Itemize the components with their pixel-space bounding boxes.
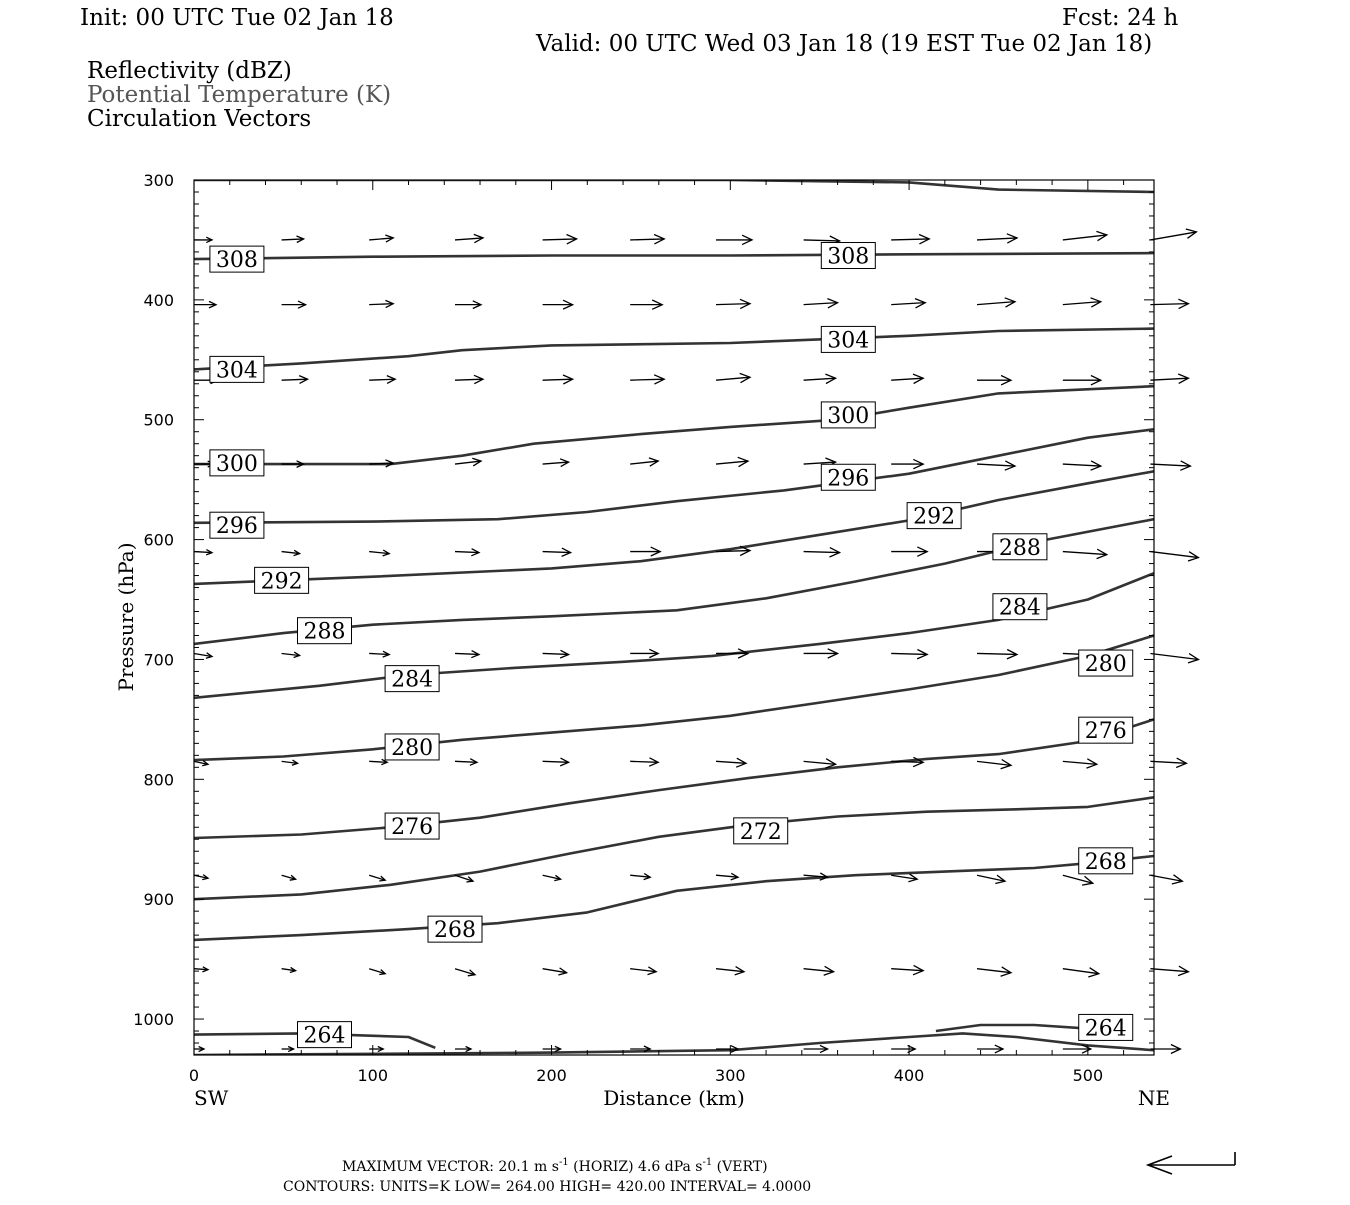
contour-label: [993, 594, 1047, 621]
vector-arrow: [977, 875, 1005, 883]
contour-label: [821, 402, 875, 429]
svg-text:272: 272: [739, 819, 782, 845]
init-time: Init: 00 UTC Tue 02 Jan 18: [80, 5, 394, 31]
x-tick-label: 100: [357, 1066, 389, 1085]
contour-label: [385, 734, 439, 761]
vector-arrow: [282, 301, 306, 308]
vector-arrow: [716, 649, 748, 658]
contour-label: [298, 618, 352, 645]
contour-label: [1079, 717, 1133, 744]
axis-ticks: [133, 171, 1154, 1085]
vector-arrow: [891, 459, 923, 468]
vector-arrow: [804, 548, 840, 557]
svg-text:296: 296: [215, 514, 258, 540]
vector-arrow: [804, 759, 836, 768]
vector-arrow: [1063, 298, 1101, 307]
vector-arrow: [369, 235, 393, 242]
legend-potential-temperature: Potential Temperature (K): [87, 82, 392, 108]
vector-arrow: [716, 457, 748, 466]
vector-arrow: [891, 374, 923, 383]
y-tick-label: 300: [143, 171, 174, 190]
contour-308: [194, 180, 1154, 192]
vector-arrow: [282, 376, 308, 384]
vector-arrow: [804, 649, 838, 658]
y-tick-label: 600: [143, 530, 174, 550]
vector-arrow: [455, 969, 475, 976]
vector-arrow: [977, 234, 1017, 243]
forecast-hour: Fcst: 24 h: [1062, 5, 1179, 31]
vector-arrow: [1063, 549, 1107, 558]
svg-text:308: 308: [827, 244, 870, 270]
vector-arrow: [543, 548, 571, 556]
vector-arrow: [630, 874, 650, 880]
vector-arrow: [369, 875, 385, 881]
vector-arrow: [455, 651, 479, 658]
contour-label: [821, 243, 875, 270]
svg-text:288: 288: [998, 535, 1041, 561]
contour-268: [194, 856, 1154, 940]
vector-arrow: [891, 299, 925, 308]
contour-label: [255, 567, 309, 594]
contour-304: [194, 329, 1154, 370]
vector-arrow: [194, 761, 208, 766]
contour-label: [385, 813, 439, 840]
y-tick-label: 900: [143, 890, 174, 910]
vector-arrow: [1063, 376, 1101, 385]
contour-label: [734, 818, 788, 845]
vector-arrow: [630, 967, 656, 975]
vector-arrow: [282, 1047, 294, 1052]
contour-label: [821, 326, 875, 353]
vector-arrow: [455, 759, 477, 766]
svg-text:264: 264: [1084, 1016, 1127, 1042]
contour-label: [385, 666, 439, 693]
legend-reflectivity: Reflectivity (dBZ): [87, 58, 292, 84]
vector-arrow: [804, 1045, 828, 1052]
contour-272: [194, 797, 1154, 899]
vector-arrow: [891, 965, 923, 974]
vector-arrow: [1150, 374, 1188, 383]
x-tick-label: 200: [536, 1066, 567, 1085]
vector-arrow: [891, 874, 917, 882]
vector-arrow: [716, 758, 746, 767]
vector-arrow: [194, 1047, 204, 1052]
vector-arrow: [977, 298, 1015, 307]
svg-text:268: 268: [434, 918, 477, 944]
vector-arrow: [630, 758, 658, 766]
contour-label: [210, 512, 264, 539]
vector-arrow: [282, 236, 304, 243]
vector-arrow: [455, 1047, 471, 1052]
vector-arrow: [1150, 875, 1182, 884]
vector-arrow: [455, 875, 473, 882]
svg-text:276: 276: [1084, 719, 1127, 745]
vector-arrow: [455, 301, 481, 309]
svg-text:268: 268: [1084, 849, 1127, 875]
y-tick-label: 800: [143, 770, 174, 790]
contour-label: [428, 916, 482, 943]
svg-text:284: 284: [998, 595, 1041, 621]
vector-arrow: [282, 652, 300, 657]
svg-text:308: 308: [215, 248, 258, 274]
vector-arrow: [369, 651, 389, 657]
vector-arrow: [977, 461, 1015, 470]
vector-arrow: [282, 875, 296, 880]
vector-arrow: [630, 300, 662, 309]
contour-label: [821, 464, 875, 491]
vector-arrow: [977, 650, 1017, 659]
vector-arrow: [194, 653, 212, 658]
vector-arrow: [455, 234, 483, 242]
y-tick-label: 1000: [133, 1010, 174, 1030]
vector-arrow: [1063, 759, 1097, 768]
svg-text:264: 264: [303, 1023, 346, 1049]
vector-arrow: [716, 299, 750, 308]
valid-time: Valid: 00 UTC Wed 03 Jan 18 (19 EST Tue 02 Jan 18): [536, 31, 1153, 57]
svg-text:276: 276: [391, 815, 434, 841]
vector-arrow: [543, 968, 567, 975]
svg-text:292: 292: [913, 504, 956, 530]
vector-arrow: [630, 547, 660, 556]
vector-arrow: [1150, 653, 1198, 662]
x-tick-label: 0: [188, 1066, 200, 1085]
vector-arrow: [282, 550, 300, 555]
vector-arrow: [1063, 231, 1107, 240]
vector-arrow: [282, 967, 296, 972]
svg-text:292: 292: [260, 569, 303, 595]
contour-label: [210, 450, 264, 477]
vector-arrow: [369, 550, 389, 556]
vector-arrow: [1063, 875, 1093, 885]
svg-text:304: 304: [827, 328, 870, 354]
vector-arrow: [804, 966, 834, 975]
vector-arrow: [891, 547, 927, 556]
vector-arrow: [543, 758, 569, 766]
svg-text:300: 300: [215, 451, 258, 477]
vector-arrow: [716, 967, 744, 975]
vector-arrow: [804, 374, 836, 383]
vector-arrow: [1150, 1045, 1180, 1054]
contour-label: [210, 246, 264, 273]
vector-arrow: [716, 235, 752, 244]
y-tick-label: 700: [143, 650, 174, 670]
vector-arrow: [1150, 461, 1190, 470]
max-vector-note: MAXIMUM VECTOR: 20.1 m $s^{-1}$ (HORIZ) 4.6 dPa $s^{-1}$ (VERT): [342, 1157, 768, 1175]
y-tick-label: 400: [143, 290, 174, 310]
vector-arrow: [891, 1045, 915, 1052]
contours-note: CONTOURS: UNITS=K LOW= 264.00 HIGH= 420.00 INTERVAL= 4.0000: [283, 1179, 812, 1195]
contour-label: [1079, 848, 1133, 875]
svg-text:304: 304: [215, 358, 258, 384]
svg-text:288: 288: [303, 619, 346, 645]
reference-vector: [1148, 1152, 1235, 1174]
vector-arrow: [543, 875, 561, 880]
vector-arrow: [543, 459, 569, 467]
x-tick-label: 500: [1072, 1066, 1104, 1085]
svg-text:280: 280: [1084, 652, 1127, 678]
vector-arrow: [630, 649, 658, 657]
contour-276: [194, 719, 1154, 841]
vector-arrow: [369, 1047, 383, 1052]
vector-arrow: [369, 376, 395, 384]
vector-arrow: [977, 967, 1011, 976]
legend-circulation-vectors: Circulation Vectors: [87, 106, 312, 132]
vector-arrow: [194, 550, 212, 555]
vector-arrow: [891, 235, 929, 244]
vector-arrow: [543, 235, 577, 244]
vector-arrow: [804, 299, 838, 308]
y-axis-label: Pressure (hPa): [114, 542, 138, 692]
contour-labels: [210, 243, 1133, 1049]
vector-arrow: [1150, 299, 1188, 308]
vector-arrow: [369, 300, 393, 307]
vector-arrow: [455, 375, 483, 383]
vector-arrow: [369, 759, 387, 764]
vector-arrow: [1150, 229, 1196, 240]
contour-label: [1079, 1014, 1133, 1041]
vector-arrow: [716, 373, 750, 382]
vector-arrow: [282, 461, 304, 468]
contour-296: [194, 429, 1154, 523]
vector-arrow: [1150, 552, 1198, 561]
vector-arrow: [1150, 966, 1188, 975]
vector-arrow: [543, 300, 573, 309]
vector-arrow: [630, 235, 664, 244]
vector-arrow: [455, 549, 479, 556]
vector-arrow: [369, 460, 393, 467]
vector-arrow: [1150, 758, 1186, 767]
vector-arrow: [543, 650, 569, 658]
vector-arrow: [455, 458, 481, 466]
contour-label: [907, 503, 961, 530]
contour-308: [194, 253, 1154, 259]
x-end-label-left: SW: [194, 1086, 229, 1110]
y-tick-label: 500: [143, 410, 174, 430]
vector-arrow: [891, 650, 927, 659]
contour-label: [298, 1022, 352, 1049]
vector-arrow: [630, 375, 664, 384]
x-tick-label: 400: [893, 1066, 925, 1085]
svg-text:296: 296: [827, 466, 870, 492]
vector-arrow: [282, 760, 298, 765]
x-axis-label: Distance (km): [603, 1086, 745, 1110]
x-end-label-right: NE: [1137, 1086, 1170, 1110]
contour-label: [1079, 650, 1133, 677]
svg-text:280: 280: [391, 735, 434, 761]
vector-arrow: [194, 301, 216, 308]
contour-264: [936, 1025, 1088, 1031]
contour-label: [993, 534, 1047, 561]
vector-arrow: [1063, 461, 1101, 470]
vector-arrow: [716, 873, 738, 880]
vector-arrow: [369, 969, 385, 975]
svg-text:284: 284: [391, 667, 434, 693]
x-tick-label: 300: [715, 1066, 746, 1085]
vector-arrow: [630, 458, 658, 466]
vector-arrow: [977, 376, 1011, 385]
svg-text:300: 300: [827, 403, 870, 429]
contour-292: [194, 471, 1154, 584]
vector-arrow: [1063, 968, 1099, 977]
vector-arrow: [977, 760, 1011, 769]
vector-arrow: [543, 375, 573, 384]
contour-label: [210, 356, 264, 383]
